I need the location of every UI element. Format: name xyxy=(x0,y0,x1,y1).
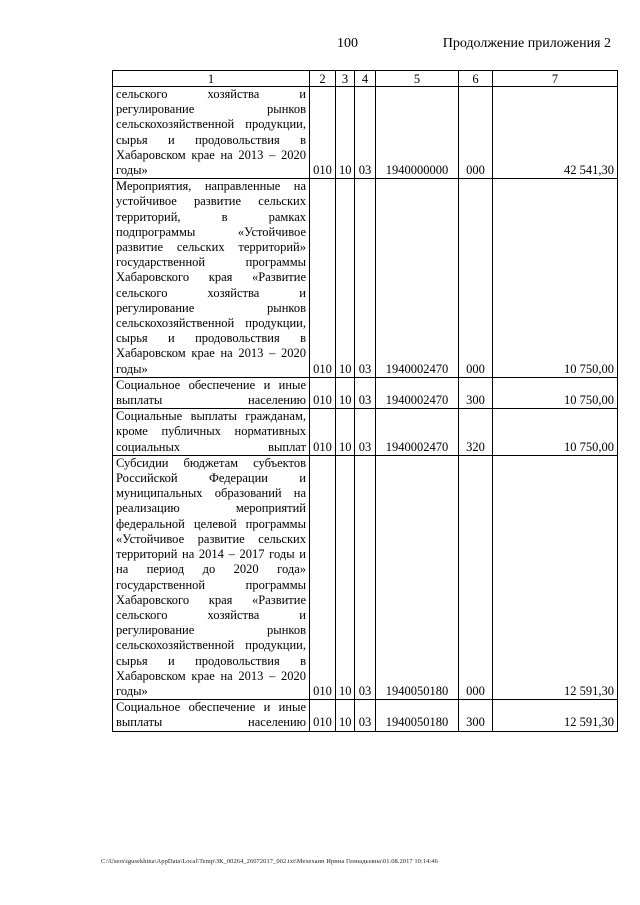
target-article-code: 1940002470 xyxy=(376,377,459,408)
expense-type-code: 000 xyxy=(459,179,493,378)
column-header: 3 xyxy=(336,71,355,87)
subsection-code: 03 xyxy=(355,700,376,731)
ministry-code: 010 xyxy=(310,377,336,408)
table-row xyxy=(113,87,618,179)
ministry-code: 010 xyxy=(310,87,336,179)
ministry-code: 010 xyxy=(310,455,336,699)
section-code: 10 xyxy=(336,179,355,378)
target-article-code: 1940000000 xyxy=(376,87,459,179)
amount: 10 750,00 xyxy=(493,179,618,378)
target-article-code: 1940002470 xyxy=(376,409,459,456)
expense-type-code: 320 xyxy=(459,409,493,456)
amount: 10 750,00 xyxy=(493,409,618,456)
continuation-label: Продолжение приложения 2 xyxy=(442,36,611,51)
target-article-code: 1940050180 xyxy=(376,700,459,731)
expense-type-code: 300 xyxy=(459,377,493,408)
column-header-row xyxy=(113,71,618,87)
table-row xyxy=(113,455,618,699)
table-row xyxy=(113,179,618,378)
amount: 42 541,30 xyxy=(493,87,618,179)
target-article-code: 1940002470 xyxy=(376,179,459,378)
subsection-code: 03 xyxy=(355,455,376,699)
ministry-code: 010 xyxy=(310,179,336,378)
column-header: 4 xyxy=(355,71,376,87)
expense-type-code: 000 xyxy=(459,455,493,699)
section-code: 10 xyxy=(336,700,355,731)
section-code: 10 xyxy=(336,377,355,408)
subsection-code: 03 xyxy=(355,377,376,408)
row-description: сельского хозяйства и регулирование рынков сельскохозяйственной продукции, сырья и продовольствия в Хабаровском крае на 2013 – 2020 годы» xyxy=(113,87,310,179)
table-row xyxy=(113,409,618,456)
budget-table xyxy=(112,70,618,732)
expense-type-code: 300 xyxy=(459,700,493,731)
amount: 12 591,30 xyxy=(493,700,618,731)
target-article-code: 1940050180 xyxy=(376,455,459,699)
row-description: Субсидии бюджетам субъектов Российской Федерации и муниципальных образований на реализацию мероприятий федеральной целевой программы «Устойчивое развитие сельских территорий на 2014 – 2017 годы и на период до 2020 года» государственной программы Хабаровского края «Развитие сельского хозяйства и регулирование рынков сельскохозяйственной продукции, сырья и продовольствия в Хабаровском крае на 2013 – 2020 годы» xyxy=(113,455,310,699)
amount: 12 591,30 xyxy=(493,455,618,699)
subsection-code: 03 xyxy=(355,87,376,179)
column-header: 2 xyxy=(310,71,336,87)
table-row xyxy=(113,700,618,731)
section-code: 10 xyxy=(336,455,355,699)
page-number: 100 xyxy=(337,36,358,51)
file-path-footer: C:\Users\igusekhina\AppData\Local\Temp\ЗК_00264_26072017_002.txt\Мехеханн Ирина Геннадьевна\01.08.2017 10:14:46 xyxy=(101,858,438,865)
column-header: 5 xyxy=(376,71,459,87)
column-header: 1 xyxy=(113,71,310,87)
section-code: 10 xyxy=(336,87,355,179)
row-description: Социальное обеспечение и иные выплаты населению xyxy=(113,377,310,408)
subsection-code: 03 xyxy=(355,179,376,378)
row-description: Социальное обеспечение и иные выплаты населению xyxy=(113,700,310,731)
subsection-code: 03 xyxy=(355,409,376,456)
table-row xyxy=(113,377,618,408)
column-header: 7 xyxy=(493,71,618,87)
ministry-code: 010 xyxy=(310,700,336,731)
column-header: 6 xyxy=(459,71,493,87)
section-code: 10 xyxy=(336,409,355,456)
expense-type-code: 000 xyxy=(459,87,493,179)
row-description: Социальные выплаты гражданам, кроме публичных нормативных социальных выплат xyxy=(113,409,310,456)
row-description: Мероприятия, направленные на устойчивое развитие сельских территорий, в рамках подпрограммы «Устойчивое развитие сельских территорий» государственной программы Хабаровского края «Развитие сельского хозяйства и регулирование рынков сельскохозяйственной продукции, сырья и продовольствия в Хабаровском крае на 2013 – 2020 годы» xyxy=(113,179,310,378)
ministry-code: 010 xyxy=(310,409,336,456)
amount: 10 750,00 xyxy=(493,377,618,408)
